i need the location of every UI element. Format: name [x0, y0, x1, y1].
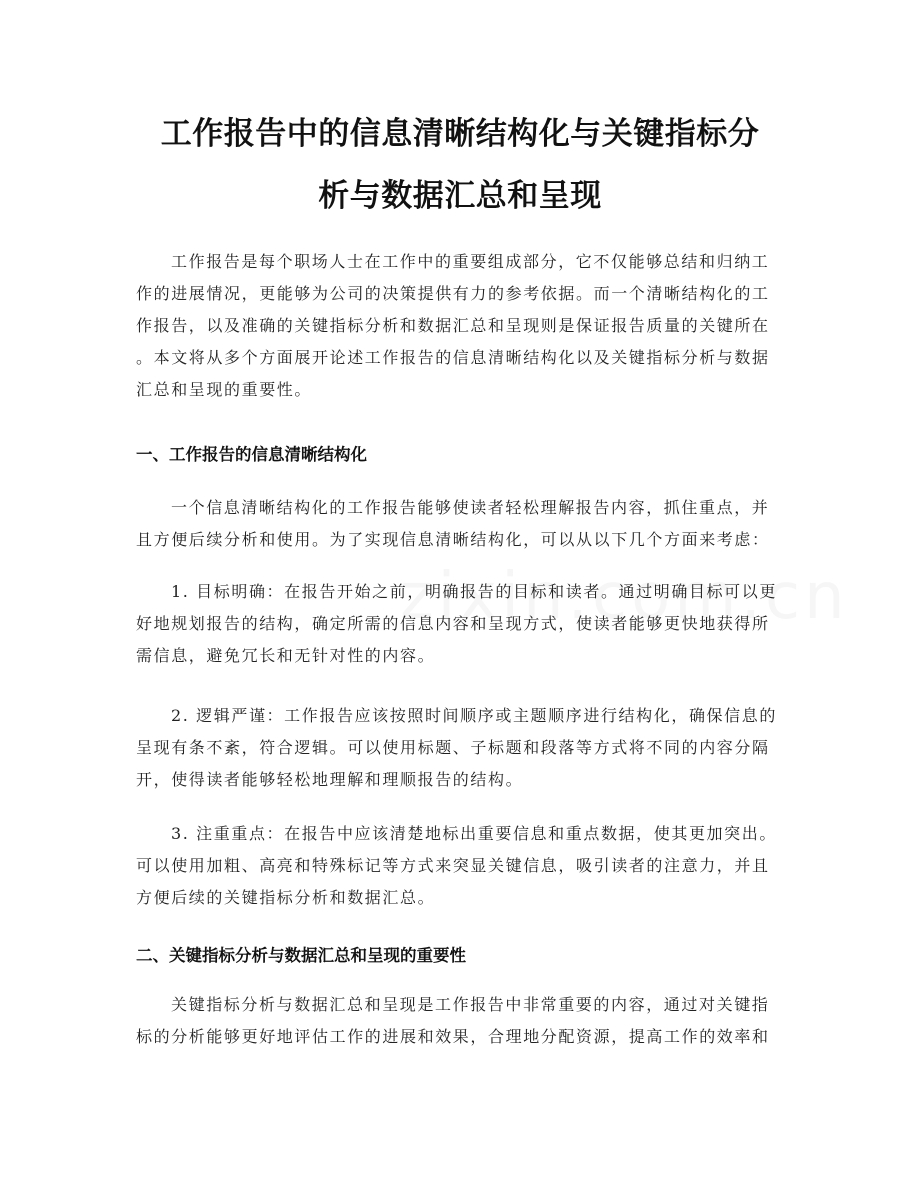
paragraph-line: 可以使用加粗、高亮和特殊标记等方式来突显关键信息，吸引读者的注意力，并且 — [136, 856, 770, 875]
paragraph-line: 方便后续的关键指标分析和数据汇总。 — [136, 888, 436, 907]
list-item-3 — [136, 818, 786, 914]
section-heading: 二、关键指标分析与数据汇总和呈现的重要性 — [136, 946, 466, 965]
paragraph-line: 呈现有条不紊，符合逻辑。可以使用标题、子标题和段落等方式将不同的内容分隔 — [136, 738, 770, 757]
document-title — [110, 103, 810, 227]
paragraph-line: 2. 逻辑严谨：工作报告应该按照时间顺序或主题顺序进行结构化，确保信息的 — [171, 706, 777, 725]
paragraph-line: 一个信息清晰结构化的工作报告能够使读者轻松理解报告内容，抓住重点，并 — [171, 498, 770, 517]
paragraph-line: 1. 目标明确：在报告开始之前，明确报告的目标和读者。通过明确目标可以更 — [171, 582, 777, 601]
paragraph-line: 开，使得读者能够轻松地理解和理顺报告的结构。 — [136, 770, 524, 789]
list-item-2 — [136, 700, 786, 796]
paragraph-line: 工作报告是每个职场人士在工作中的重要组成部分，它不仅能够总结和归纳工 — [171, 252, 770, 271]
paragraph-line: 好地规划报告的结构，确定所需的信息内容和呈现方式，使读者能够更快地获得所 — [136, 614, 770, 633]
section1-paragraph — [136, 492, 786, 556]
paragraph-line: 关键指标分析与数据汇总和呈现是工作报告中非常重要的内容，通过对关键指 — [171, 995, 770, 1014]
paragraph-line: 且方便后续分析和使用。为了实现信息清晰结构化，可以从以下几个方面来考虑： — [136, 530, 770, 549]
paragraph-line: 标的分析能够更好地评估工作的进展和效果，合理地分配资源，提高工作的效率和 — [136, 1027, 770, 1046]
paragraph-line: 3. 注重重点：在报告中应该清楚地标出重要信息和重点数据，使其更加突出。 — [171, 824, 777, 843]
paragraph-line: 需信息，避免冗长和无针对性的内容。 — [136, 646, 436, 665]
title-line: 工作报告中的信息清晰结构化与关键指标分 — [160, 116, 760, 152]
paragraph-line: 。本文将从多个方面展开论述工作报告的信息清晰结构化以及关键指标分析与数据 — [136, 348, 770, 367]
intro-paragraph — [136, 246, 786, 406]
title-line: 析与数据汇总和呈现 — [318, 178, 602, 214]
paragraph-line: 作的进展情况，更能够为公司的决策提供有力的参考依据。而一个清晰结构化的工 — [136, 284, 770, 303]
paragraph-line: 作报告，以及准确的关键指标分析和数据汇总和呈现则是保证报告质量的关键所在 — [136, 316, 770, 335]
paragraph-line: 汇总和呈现的重要性。 — [136, 380, 313, 399]
list-item-1 — [136, 576, 786, 672]
section2-paragraph — [136, 989, 786, 1053]
section-heading: 一、工作报告的信息清晰结构化 — [136, 445, 367, 464]
